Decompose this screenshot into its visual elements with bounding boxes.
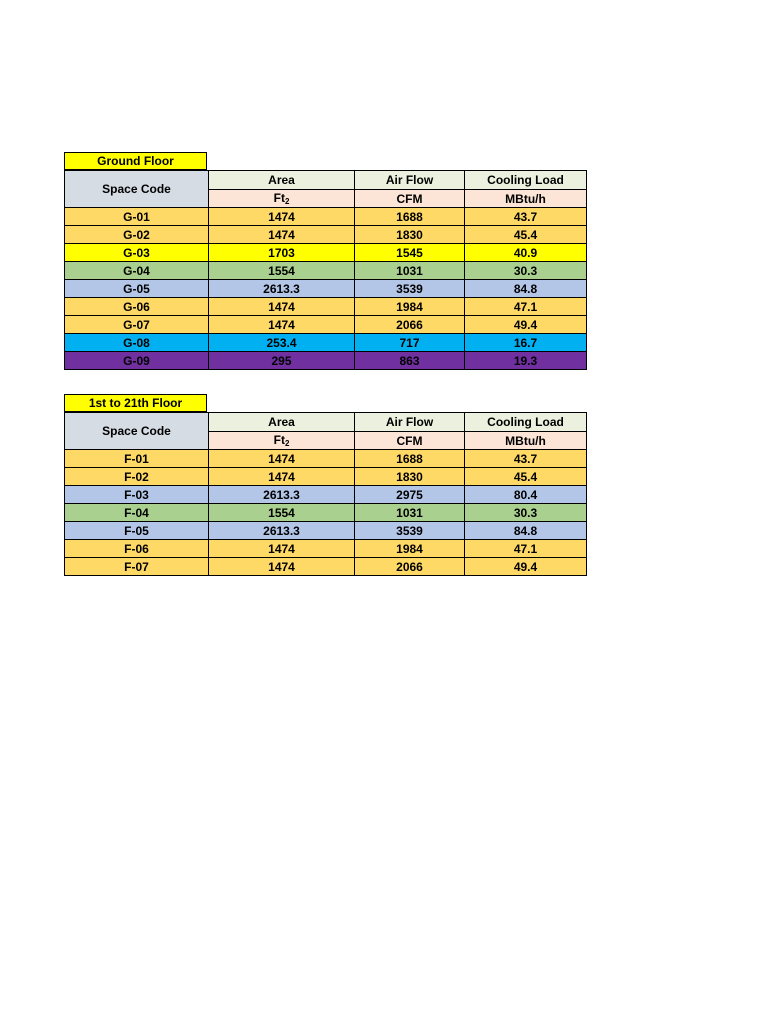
table-body [65, 413, 587, 576]
table-row [65, 298, 587, 316]
area-cell[interactable]: 1554 [209, 262, 355, 280]
space-code-cell[interactable]: G-04 [65, 262, 209, 280]
cooling-load-cell[interactable]: 43.7 [465, 450, 587, 468]
area-cell[interactable]: 1474 [209, 226, 355, 244]
table-title[interactable]: 1st to 21th Floor [64, 394, 207, 412]
area-cell[interactable]: 1474 [209, 450, 355, 468]
area-unit-base: Ft [273, 433, 285, 447]
table-row [65, 540, 587, 558]
space-code-header[interactable]: Space Code [65, 171, 209, 208]
air-flow-cell[interactable]: 1984 [355, 298, 465, 316]
space-code-cell[interactable]: G-05 [65, 280, 209, 298]
space-code-cell[interactable]: F-06 [65, 540, 209, 558]
table-row [65, 262, 587, 280]
area-cell[interactable]: 1554 [209, 504, 355, 522]
space-code-cell[interactable]: F-04 [65, 504, 209, 522]
air-flow-cell[interactable]: 2975 [355, 486, 465, 504]
cooling-load-cell[interactable]: 47.1 [465, 298, 587, 316]
table-row [65, 208, 587, 226]
table-row [65, 244, 587, 262]
table-row [65, 280, 587, 298]
space-code-cell[interactable]: G-03 [65, 244, 209, 262]
cooling-load-cell[interactable]: 84.8 [465, 522, 587, 540]
cooling-load-cell[interactable]: 45.4 [465, 226, 587, 244]
area-cell[interactable]: 1474 [209, 208, 355, 226]
cooling-load-cell[interactable]: 47.1 [465, 540, 587, 558]
air-flow-cell[interactable]: 1688 [355, 208, 465, 226]
table-row [65, 450, 587, 468]
table-title[interactable]: Ground Floor [64, 152, 207, 170]
table-row [65, 504, 587, 522]
air-flow-cell[interactable]: 717 [355, 334, 465, 352]
table-row [65, 558, 587, 576]
area-cell[interactable]: 253.4 [209, 334, 355, 352]
header-row [65, 171, 587, 190]
table-row [65, 316, 587, 334]
air-flow-cell[interactable]: 1830 [355, 468, 465, 486]
air-flow-cell[interactable]: 1031 [355, 262, 465, 280]
table-row [65, 486, 587, 504]
air-flow-unit[interactable]: CFM [355, 190, 465, 208]
typical-floor-block [64, 394, 587, 576]
area-cell[interactable]: 1474 [209, 468, 355, 486]
area-cell[interactable]: 2613.3 [209, 522, 355, 540]
area-cell[interactable]: 2613.3 [209, 486, 355, 504]
space-code-cell[interactable]: F-07 [65, 558, 209, 576]
cooling-load-header[interactable]: Cooling Load [465, 171, 587, 190]
air-flow-cell[interactable]: 2066 [355, 558, 465, 576]
area-header[interactable]: Area [209, 171, 355, 190]
space-code-cell[interactable]: G-09 [65, 352, 209, 370]
space-code-cell[interactable]: F-01 [65, 450, 209, 468]
cooling-load-cell[interactable]: 80.4 [465, 486, 587, 504]
space-code-cell[interactable]: G-01 [65, 208, 209, 226]
cooling-load-cell[interactable]: 49.4 [465, 316, 587, 334]
cooling-load-cell[interactable]: 49.4 [465, 558, 587, 576]
table-row [65, 468, 587, 486]
cooling-load-cell[interactable]: 40.9 [465, 244, 587, 262]
air-flow-cell[interactable]: 863 [355, 352, 465, 370]
space-code-header[interactable]: Space Code [65, 413, 209, 450]
table-row [65, 352, 587, 370]
table-row [65, 334, 587, 352]
space-code-cell[interactable]: G-02 [65, 226, 209, 244]
table-row [65, 226, 587, 244]
cooling-load-unit[interactable]: MBtu/h [465, 432, 587, 450]
cooling-load-cell[interactable]: 84.8 [465, 280, 587, 298]
area-cell[interactable]: 1474 [209, 298, 355, 316]
typical-floor-table [64, 412, 587, 576]
area-unit-sub: 2 [284, 197, 290, 206]
air-flow-cell[interactable]: 3539 [355, 522, 465, 540]
area-cell[interactable]: 1703 [209, 244, 355, 262]
space-code-cell[interactable]: F-05 [65, 522, 209, 540]
space-code-cell[interactable]: F-03 [65, 486, 209, 504]
header-row [65, 413, 587, 432]
air-flow-header[interactable]: Air Flow [355, 171, 465, 190]
cooling-load-cell[interactable]: 30.3 [465, 262, 587, 280]
area-cell[interactable]: 1474 [209, 316, 355, 334]
area-unit[interactable] [209, 190, 355, 208]
area-unit-base: Ft [273, 191, 285, 205]
air-flow-cell[interactable]: 1830 [355, 226, 465, 244]
air-flow-unit[interactable]: CFM [355, 432, 465, 450]
space-code-cell[interactable]: G-08 [65, 334, 209, 352]
cooling-load-cell[interactable]: 30.3 [465, 504, 587, 522]
space-code-cell[interactable]: G-07 [65, 316, 209, 334]
area-unit-sub: 2 [284, 439, 290, 448]
area-unit[interactable] [209, 432, 355, 450]
air-flow-cell[interactable]: 2066 [355, 316, 465, 334]
ground-floor-table [64, 170, 587, 370]
air-flow-cell[interactable]: 1545 [355, 244, 465, 262]
cooling-load-unit[interactable]: MBtu/h [465, 190, 587, 208]
space-code-cell[interactable]: F-02 [65, 468, 209, 486]
area-cell[interactable]: 1474 [209, 558, 355, 576]
air-flow-cell[interactable]: 1984 [355, 540, 465, 558]
cooling-load-cell[interactable]: 16.7 [465, 334, 587, 352]
table-body [65, 171, 587, 370]
space-code-cell[interactable]: G-06 [65, 298, 209, 316]
air-flow-cell[interactable]: 1688 [355, 450, 465, 468]
area-cell[interactable]: 1474 [209, 540, 355, 558]
cooling-load-cell[interactable]: 45.4 [465, 468, 587, 486]
air-flow-cell[interactable]: 1031 [355, 504, 465, 522]
area-cell[interactable]: 2613.3 [209, 280, 355, 298]
cooling-load-header[interactable]: Cooling Load [465, 413, 587, 432]
ground-floor-block [64, 152, 587, 370]
air-flow-header[interactable]: Air Flow [355, 413, 465, 432]
cooling-load-cell[interactable]: 43.7 [465, 208, 587, 226]
area-cell[interactable]: 295 [209, 352, 355, 370]
area-header[interactable]: Area [209, 413, 355, 432]
table-row [65, 522, 587, 540]
air-flow-cell[interactable]: 3539 [355, 280, 465, 298]
cooling-load-cell[interactable]: 19.3 [465, 352, 587, 370]
